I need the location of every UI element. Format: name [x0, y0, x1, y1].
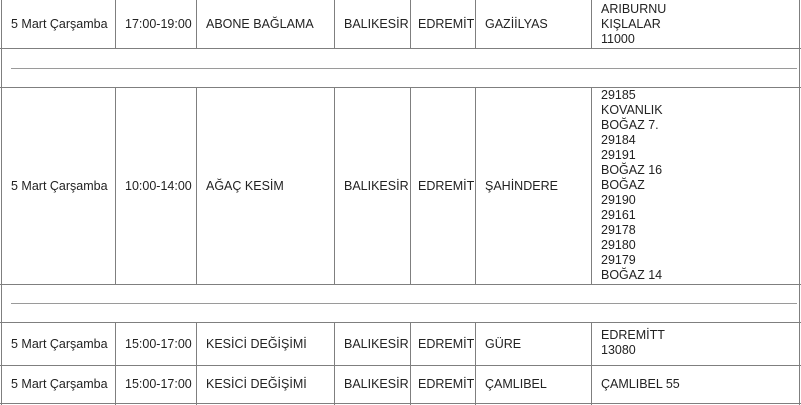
neighborhood-cell: ÇAMLIBEL: [485, 377, 547, 391]
district-cell: EDREMİT: [418, 17, 475, 31]
streets-cell: ÇAMLIBEL 55: [601, 377, 680, 391]
row-border: [0, 48, 801, 49]
table-border-right: [799, 0, 800, 405]
reason-cell: AĞAÇ KESİM: [206, 178, 284, 193]
row-border: [0, 403, 801, 404]
province-cell: BALIKESİR: [344, 336, 409, 351]
date-cell: 5 Mart Çarşamba: [11, 377, 108, 391]
province-cell: BALIKESİR: [344, 178, 409, 193]
date-cell: 5 Mart Çarşamba: [11, 336, 108, 351]
time-cell: 17:00-19:00: [125, 17, 192, 31]
separator-row-line: [11, 303, 797, 304]
date-cell: 5 Mart Çarşamba: [11, 17, 108, 31]
neighborhood-cell: ŞAHİNDERE: [485, 178, 558, 193]
separator-row-line: [11, 68, 797, 69]
streets-cell: ARIBURNU KIŞLALAR 11000: [601, 2, 667, 46]
streets-cell: 29185 KOVANLIK BOĞAZ 7. 29184 29191 BOĞAZ 16 BOĞAZ 29190 29161 29178 29180 29179 BOĞAZ 14: [601, 88, 663, 282]
district-cell: EDREMİT: [418, 377, 475, 391]
district-cell: EDREMİT: [418, 336, 475, 351]
neighborhood-cell: GÜRE: [485, 336, 522, 351]
province-cell: BALIKESİR: [344, 377, 409, 391]
row-border: [0, 284, 801, 285]
time-cell: 15:00-17:00: [125, 336, 192, 351]
district-cell: EDREMİT: [418, 178, 475, 193]
streets-cell: EDREMİTT 13080: [601, 328, 665, 357]
reason-cell: KESİCİ DEĞİŞİMİ: [206, 377, 307, 391]
time-cell: 10:00-14:00: [125, 178, 192, 193]
date-cell: 5 Mart Çarşamba: [11, 178, 108, 193]
neighborhood-cell: GAZİİLYAS: [485, 17, 548, 31]
reason-cell: ABONE BAĞLAMA: [206, 17, 314, 31]
province-cell: BALIKESİR: [344, 17, 409, 31]
time-cell: 15:00-17:00: [125, 377, 192, 391]
reason-cell: KESİCİ DEĞİŞİMİ: [206, 336, 307, 351]
